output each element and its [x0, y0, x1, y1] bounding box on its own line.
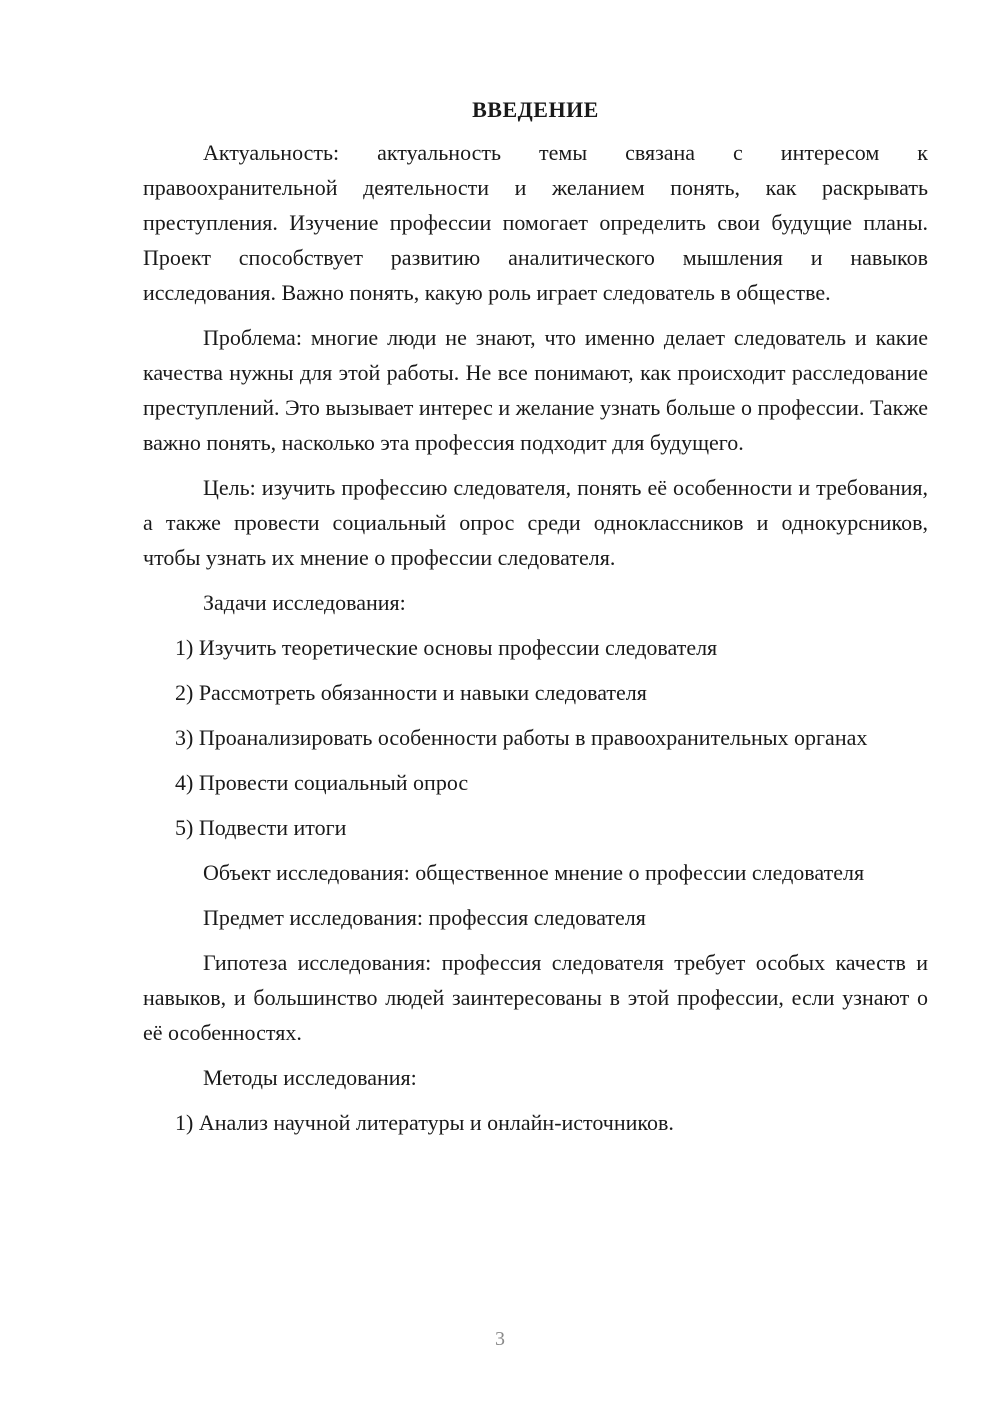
document-page	[143, 90, 928, 1150]
page-number: 3	[495, 1328, 505, 1350]
paragraph-hypothesis: Гипотеза исследования: профессия следователя требует особых качеств и навыков, и большинство людей заинтересованы в этой профессии, если узнают о её особенностях.	[143, 950, 928, 1045]
paragraph-goal: Цель: изучить профессию следователя, понять её особенности и требования, а также провести социальный опрос среди одноклассников и однокурсников, чтобы узнать их мнение о профессии следователя.	[143, 475, 928, 570]
task-item: 2) Рассмотреть обязанности и навыки следователя	[175, 680, 647, 705]
task-item: 3) Проанализировать особенности работы в правоохранительных органах	[175, 725, 868, 750]
task-item: 4) Провести социальный опрос	[175, 770, 469, 795]
method-item: 1) Анализ научной литературы и онлайн-источников.	[175, 1110, 674, 1135]
page-title: ВВЕДЕНИЕ	[472, 97, 599, 122]
paragraph-relevance: Актуальность: актуальность темы связана с интересом к правоохранительной деятельности и желанием понять, как раскрывать преступления. Изучение профессии помогает определить свои будущие планы. Проект способствует развитию аналитического мышления и навыков исследования. Важно понять, какую роль играет следователь в обществе.	[143, 140, 928, 305]
paragraph-problem: Проблема: многие люди не знают, что именно делает следователь и какие качества нужны для этой работы. Не все понимают, как происходит расследование преступлений. Это вызывает интерес и желание узнать больше о профессии. Также важно понять, насколько эта профессия подходит для будущего.	[143, 325, 928, 455]
task-item: 5) Подвести итоги	[175, 815, 347, 840]
task-item: 1) Изучить теоретические основы профессии следователя	[175, 635, 718, 660]
methods-heading: Методы исследования:	[203, 1065, 417, 1090]
tasks-heading: Задачи исследования:	[203, 590, 406, 615]
paragraph-object: Объект исследования: общественное мнение о профессии следователя	[203, 860, 865, 885]
paragraph-subject: Предмет исследования: профессия следователя	[203, 905, 646, 930]
